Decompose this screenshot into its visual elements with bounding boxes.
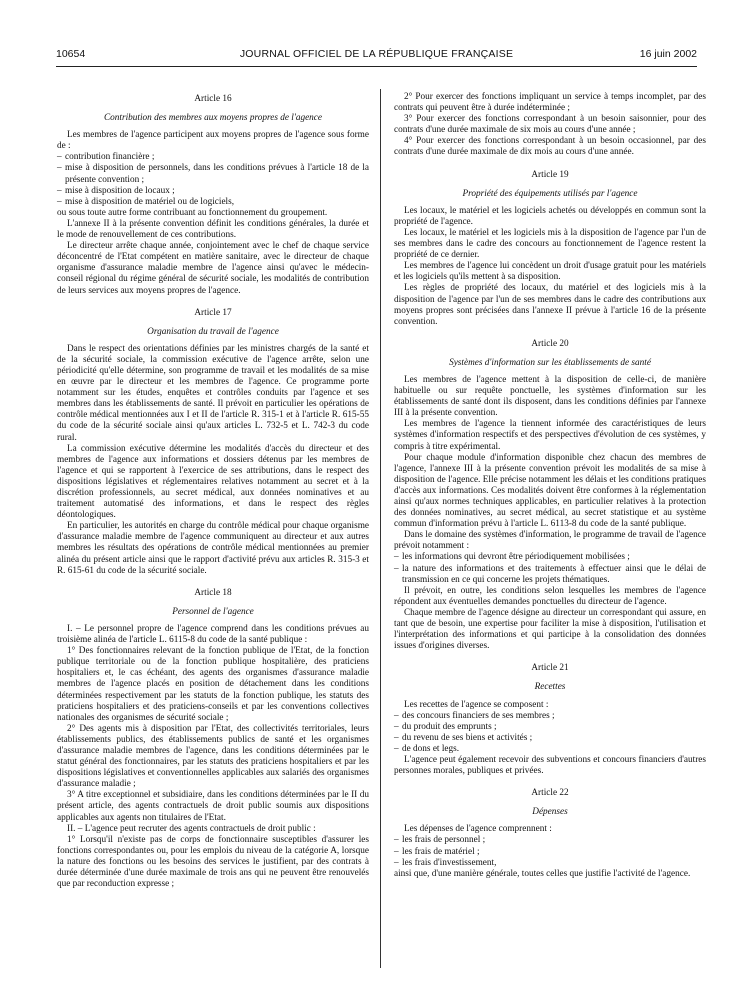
header-rule: [56, 66, 697, 67]
list-item: – les frais de personnel ;: [394, 835, 706, 846]
paragraph: Les locaux, le matériel et les logiciels mis à la disposition de l'agence par l'un de ses membres dans le cadre des concours au fonctionnement de l'agence restent la propriété de ce dernier.: [394, 227, 706, 261]
paragraph: Les locaux, le matériel et les logiciels achetés ou développés en commun sont la propriété de l'agence.: [394, 205, 706, 227]
paragraph: 1° Des fonctionnaires relevant de la fonction publique de l'Etat, de la fonction publique territoriale ou de la fonction publique hospitalière, des praticiens hospitaliers et, le cas échéant, des agents des organismes d'assurance maladie membres de l'agence placés en position de détachement dans les conditions déterminées respectivement par les statuts de la fonction publique, les statuts des praticiens hospitaliers et des praticiens-conseils et par les conventions collectives nationales des organismes de sécurité sociale ;: [57, 646, 369, 723]
paragraph: Les règles de propriété des locaux, du matériel et des logiciels mis à la disposition de l'agence par l'un de ses membres dans le cadre des contributions aux moyens propres sont précisées dans l'annexe II prévue à l'article 16 de la présente convention.: [394, 283, 706, 327]
list-item: – les informations qui devront être périodiquement mobilisées ;: [394, 552, 706, 563]
article-21-heading: Article 21: [531, 663, 569, 674]
paragraph: Les recettes de l'agence se composent :: [404, 699, 549, 710]
list-item: – les frais d'investissement,: [394, 858, 706, 869]
paragraph: Les membres de l'agence mettent à la disposition de celle-ci, de manière habituelle ou sur requête ponctuelle, les systèmes d'information sur les établissements de santé dont ils disposent, dans les conditions définies par l'annexe III à la présente convention.: [394, 374, 706, 419]
paragraph: 2° Pour exercer des fonctions impliquant un service à temps incomplet, par des contrats qui peuvent être à durée indéterminée ;: [394, 92, 706, 114]
paragraph: Les membres de l'agence lui concèdent un droit d'usage gratuit pour les matériels et les logiciels qu'ils mettent à sa disposition.: [394, 261, 706, 283]
list-item: – de dons et legs.: [394, 744, 706, 755]
article-19-title: Propriété des équipements utilisés par l'agence: [462, 188, 638, 199]
article-19-heading: Article 19: [531, 169, 569, 180]
paragraph: Les membres de l'agence la tiennent informée des caractéristiques de leurs systèmes d'information respectifs et des perspectives d'évolution de ces systèmes, y compris à titre expérimental.: [394, 419, 706, 452]
article-20-title: Systèmes d'information sur les établissements de santé: [449, 357, 651, 368]
article-16-title: Contribution des membres aux moyens propres de l'agence: [103, 113, 323, 124]
list-item: – du revenu de ses biens et activités ;: [394, 733, 706, 744]
article-17-title: Organisation du travail de l'agence: [147, 326, 279, 337]
page-header: [56, 48, 697, 64]
article-22-title: Dépenses: [532, 807, 568, 818]
list-item: – mise à disposition de personnels, dans les conditions prévues à l'article 18 de la présente convention ;: [57, 163, 369, 185]
paragraph: 1° Lorsqu'il n'existe pas de corps de fonctionnaire susceptibles d'assurer les fonctions correspondantes ou, pour les emplois du niveau de la catégorie A, lorsque la nature des fonctions ou les besoins des services le justifient, par des contrats à durée déterminée d'une durée maximale de trois ans qui ne peuvent être renouvelés que par reconduction expresse ;: [57, 834, 369, 890]
paragraph: Le directeur arrête chaque année, conjointement avec le chef de chaque service déconcentré de l'Etat compétent en matière sanitaire, avec le directeur de chaque organisme d'assurance maladie membre de l'agence ainsi qu'avec le médecin-conseil régional du régime général de sécurité sociale, les modalités de contribution de leurs services aux moyens propres de l'agence.: [57, 241, 369, 296]
article-16-heading: Article 16: [194, 94, 232, 104]
paragraph: I. – Le personnel propre de l'agence comprend dans les conditions prévues au troisième alinéa de l'article L. 6115-8 du code de la santé publique :: [57, 623, 369, 646]
list-item: – la nature des informations et des traitements à effectuer ainsi que le délai de transmission en ce qui concerne les projets thématiques.: [394, 564, 706, 586]
paragraph: Les membres de l'agence participent aux moyens propres de l'agence sous forme de :: [57, 130, 369, 152]
paragraph: 3° A titre exceptionnel et subsidiaire, dans les conditions déterminées par le II du présent article, des agents contractuels de droit public soumis aux dispositions applicables aux agents non titulaires de l'Etat.: [57, 790, 369, 823]
paragraph: Pour chaque module d'information disponible chez chacun des membres de l'agence, l'annexe III à la présente convention prévoit les modalités de sa mise à disposition de l'agence. Elle précise notamment les délais et les conditions pratiques d'accès aux informations. Ces modalités doivent être conformes à la réglementation ainsi qu'aux normes techniques applicables, en particulier relatives à la protection des données nominatives, au secret médical, au secret statistique et au système commun d'information prévu à l'article L. 6113-8 du code de la santé publique.: [394, 452, 706, 530]
article-18-title: Personnel de l'agence: [172, 606, 254, 617]
article-21-title: Recettes: [534, 682, 566, 693]
list-item: – les frais de matériel ;: [394, 847, 706, 858]
article-18-heading: Article 18: [194, 587, 232, 598]
list-item: – du produit des emprunts ;: [394, 722, 706, 733]
paragraph: La commission exécutive détermine les modalités d'accès du directeur et des membres de l'agence aux informations et dossiers détenus par les membres de l'agence et qui se rapportent à l'exercice de ses attributions, dans le respect des dispositions législatives et réglementaires relatives notamment au secret et à la discrétion professionnels, au secret médical, aux données nominatives et au traitement automatisé des informations, et dans le respect des règles déontologiques.: [57, 443, 369, 521]
paragraph: 2° Des agents mis à disposition par l'Etat, des collectivités territoriales, leurs établissements publics, des établissements publics de santé et les organismes d'assurance maladie membres de l'agence, dans les conditions déterminées par le statut général des fonctionnaires, par les statuts des praticiens hospitaliers et par les dispositions législatives et conventionnelles applicables aux salariés des organismes d'assurance maladie ;: [57, 723, 369, 790]
paragraph: 4° Pour exercer des fonctions correspondant à un besoin occasionnel, par des contrats d'une durée maximale de dix mois au cours d'une année.: [394, 136, 706, 158]
paragraph: Il prévoit, en outre, les conditions selon lesquelles les membres de l'agence répondent aux éventuelles demandes ponctuelles du directeur de l'agence.: [394, 585, 706, 607]
list-item: – des concours financiers de ses membres ;: [394, 711, 706, 722]
paragraph: Dans le respect des orientations définies par les ministres chargés de la santé et de la sécurité sociale, la commission exécutive de l'agence arrête, selon une périodicité qu'elle détermine, son programme de travail et les modalités de sa mise en œuvre par le directeur et les membres de l'agence. Ce programme porte notamment sur les études, enquêtes et contrôles conduits par l'agence et ses membres dans les établissements de santé. Il prévoit en particulier les opérations de contrôle médical mentionnées aux I et II de l'article R. 315-1 et à l'article R. 615-55 du code de la sécurité sociale ainsi qu'aux articles L. 732-5 et L. 742-3 du code rural.: [57, 343, 369, 443]
paragraph: Les dépenses de l'agence comprennent :: [404, 824, 552, 835]
paragraph: 3° Pour exercer des fonctions correspondant à un besoin saisonnier, pour des contrats d'une durée maximale de six mois au cours d'une année ;: [394, 114, 706, 136]
paragraph: L'annexe II à la présente convention définit les conditions générales, la durée et le mode de renouvellement de ces contributions.: [57, 218, 369, 241]
paragraph: Chaque membre de l'agence désigne au directeur un correspondant qui assure, en tant que de besoin, une expertise pour faciliter la mise à disposition, l'utilisation et l'interprétation des informations et qui participe à la consolidation des données issues d'origines diverses.: [394, 607, 706, 652]
publication-date: 16 juin 2002: [639, 48, 697, 60]
page-number: 10654: [56, 48, 86, 60]
right-column: [394, 92, 706, 880]
paragraph: L'agence peut également recevoir des subventions et concours financiers d'autres personnes morales, publiques et privées.: [394, 754, 706, 777]
paragraph: En particulier, les autorités en charge du contrôle médical pour chaque organisme d'assurance maladie membre de l'agence communiquent au directeur et aux autres membres les résultats des opérations de contrôle médical mentionnées au premier alinéa du présent article ainsi que le rapport d'activité prévu aux articles R. 315-3 et R. 615-61 du code de la sécurité sociale.: [57, 521, 369, 576]
list-item: – mise à disposition de locaux ;: [57, 186, 369, 197]
article-17-heading: Article 17: [194, 307, 232, 318]
list-item: – contribution financière ;: [57, 152, 369, 163]
column-separator: [380, 89, 381, 968]
list-item: – mise à disposition de matériel ou de logiciels,: [57, 197, 369, 208]
left-column: [57, 92, 369, 890]
paragraph: II. – L'agence peut recruter des agents contractuels de droit public :: [67, 823, 316, 834]
paragraph: ou sous toute autre forme contribuant au fonctionnement du groupement.: [57, 207, 328, 218]
paragraph: ainsi que, d'une manière générale, toutes celles que justifie l'activité de l'agence.: [394, 868, 691, 879]
article-20-heading: Article 20: [531, 338, 569, 349]
journal-title: JOURNAL OFFICIEL DE LA RÉPUBLIQUE FRANÇAISE: [239, 48, 514, 60]
paragraph: Dans le domaine des systèmes d'information, le programme de travail de l'agence prévoit notamment :: [394, 530, 706, 552]
article-22-heading: Article 22: [531, 788, 569, 799]
